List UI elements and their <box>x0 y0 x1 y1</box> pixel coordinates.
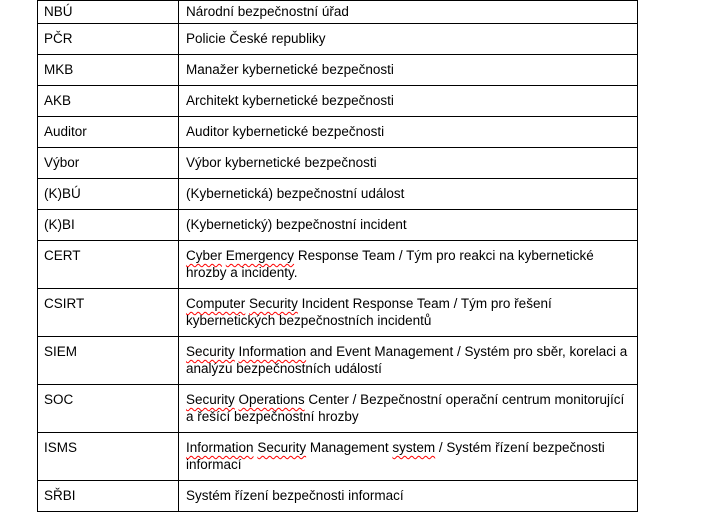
misspelled-word: system <box>392 440 436 455</box>
misspelled-word: Information <box>186 440 254 455</box>
abbreviation-cell: ISMS <box>38 433 179 481</box>
description-text: Systém řízení bezpečnosti informací <box>186 488 404 503</box>
description-cell <box>179 86 638 117</box>
description-cell <box>179 481 638 512</box>
table-row <box>38 86 638 117</box>
description-cell <box>179 148 638 179</box>
table-row <box>38 117 638 148</box>
misspelled-word: Operations <box>238 392 305 407</box>
description-text: (Kybernetická) bezpečnostní událost <box>186 186 405 201</box>
abbreviation-cell: CERT <box>38 241 179 289</box>
abbreviations-table-body <box>38 1 638 512</box>
description-text: Management <box>306 440 393 455</box>
description-cell <box>179 210 638 241</box>
description-text: and Event Management / Systém pro sběr, korelaci a analýzu bezpečnostních událostí <box>186 344 628 376</box>
table-row <box>38 337 638 385</box>
description-cell <box>179 24 638 55</box>
abbreviations-table <box>37 0 638 512</box>
misspelled-word: Information <box>238 344 307 359</box>
table-row <box>38 179 638 210</box>
description-text: Incident Response Team / Tým pro řešení kybernetických bezpečnostních incidentů <box>186 296 552 328</box>
abbreviation-cell: Auditor <box>38 117 179 148</box>
description-text: Architekt kybernetické bezpečnosti <box>186 93 394 108</box>
misspelled-word: Security <box>186 392 235 407</box>
misspelled-word: Emergency <box>225 248 295 263</box>
table-row <box>38 148 638 179</box>
description-text: Policie České republiky <box>186 31 326 46</box>
description-text: / Systém řízení bezpečnosti informací <box>186 440 605 472</box>
table-row <box>38 385 638 433</box>
table-row <box>38 289 638 337</box>
description-text: Center / Bezpečnostní operační centrum monitorující a řešící bezpečnostní hrozby <box>186 392 625 424</box>
table-row <box>38 433 638 481</box>
abbreviation-cell: NBÚ <box>38 1 179 24</box>
description-cell <box>179 55 638 86</box>
description-text: Auditor kybernetické bezpečnosti <box>186 124 385 139</box>
abbreviation-cell: AKB <box>38 86 179 117</box>
abbreviation-cell: (K)BI <box>38 210 179 241</box>
abbreviation-cell: SOC <box>38 385 179 433</box>
table-row <box>38 55 638 86</box>
description-text: Národní bezpečnostní úřad <box>186 4 349 19</box>
description-cell <box>179 385 638 433</box>
table-row <box>38 210 638 241</box>
description-cell <box>179 241 638 289</box>
description-text: (Kybernetický) bezpečnostní incident <box>186 217 407 232</box>
table-row <box>38 241 638 289</box>
abbreviation-cell: (K)BÚ <box>38 179 179 210</box>
misspelled-word: Cyber <box>186 248 223 263</box>
table-row <box>38 1 638 24</box>
description-cell <box>179 433 638 481</box>
description-cell <box>179 337 638 385</box>
abbreviation-cell: PČR <box>38 24 179 55</box>
abbreviation-cell: SIEM <box>38 337 179 385</box>
description-cell <box>179 289 638 337</box>
description-text: Manažer kybernetické bezpečnosti <box>186 62 394 77</box>
misspelled-word: Security <box>249 296 298 311</box>
table-row <box>38 24 638 55</box>
abbreviation-cell: SŘBI <box>38 481 179 512</box>
table-row <box>38 481 638 512</box>
abbreviation-cell: Výbor <box>38 148 179 179</box>
abbreviation-cell: MKB <box>38 55 179 86</box>
description-text: Výbor kybernetické bezpečnosti <box>186 155 377 170</box>
abbreviation-cell: CSIRT <box>38 289 179 337</box>
description-cell <box>179 179 638 210</box>
description-cell <box>179 1 638 24</box>
misspelled-word: Security <box>257 440 307 455</box>
misspelled-word: Computer <box>186 296 246 311</box>
misspelled-word: Security <box>186 344 235 359</box>
description-cell <box>179 117 638 148</box>
description-text: Response Team / Tým pro reakci na kybernetické hrozby a incidenty. <box>186 248 594 280</box>
